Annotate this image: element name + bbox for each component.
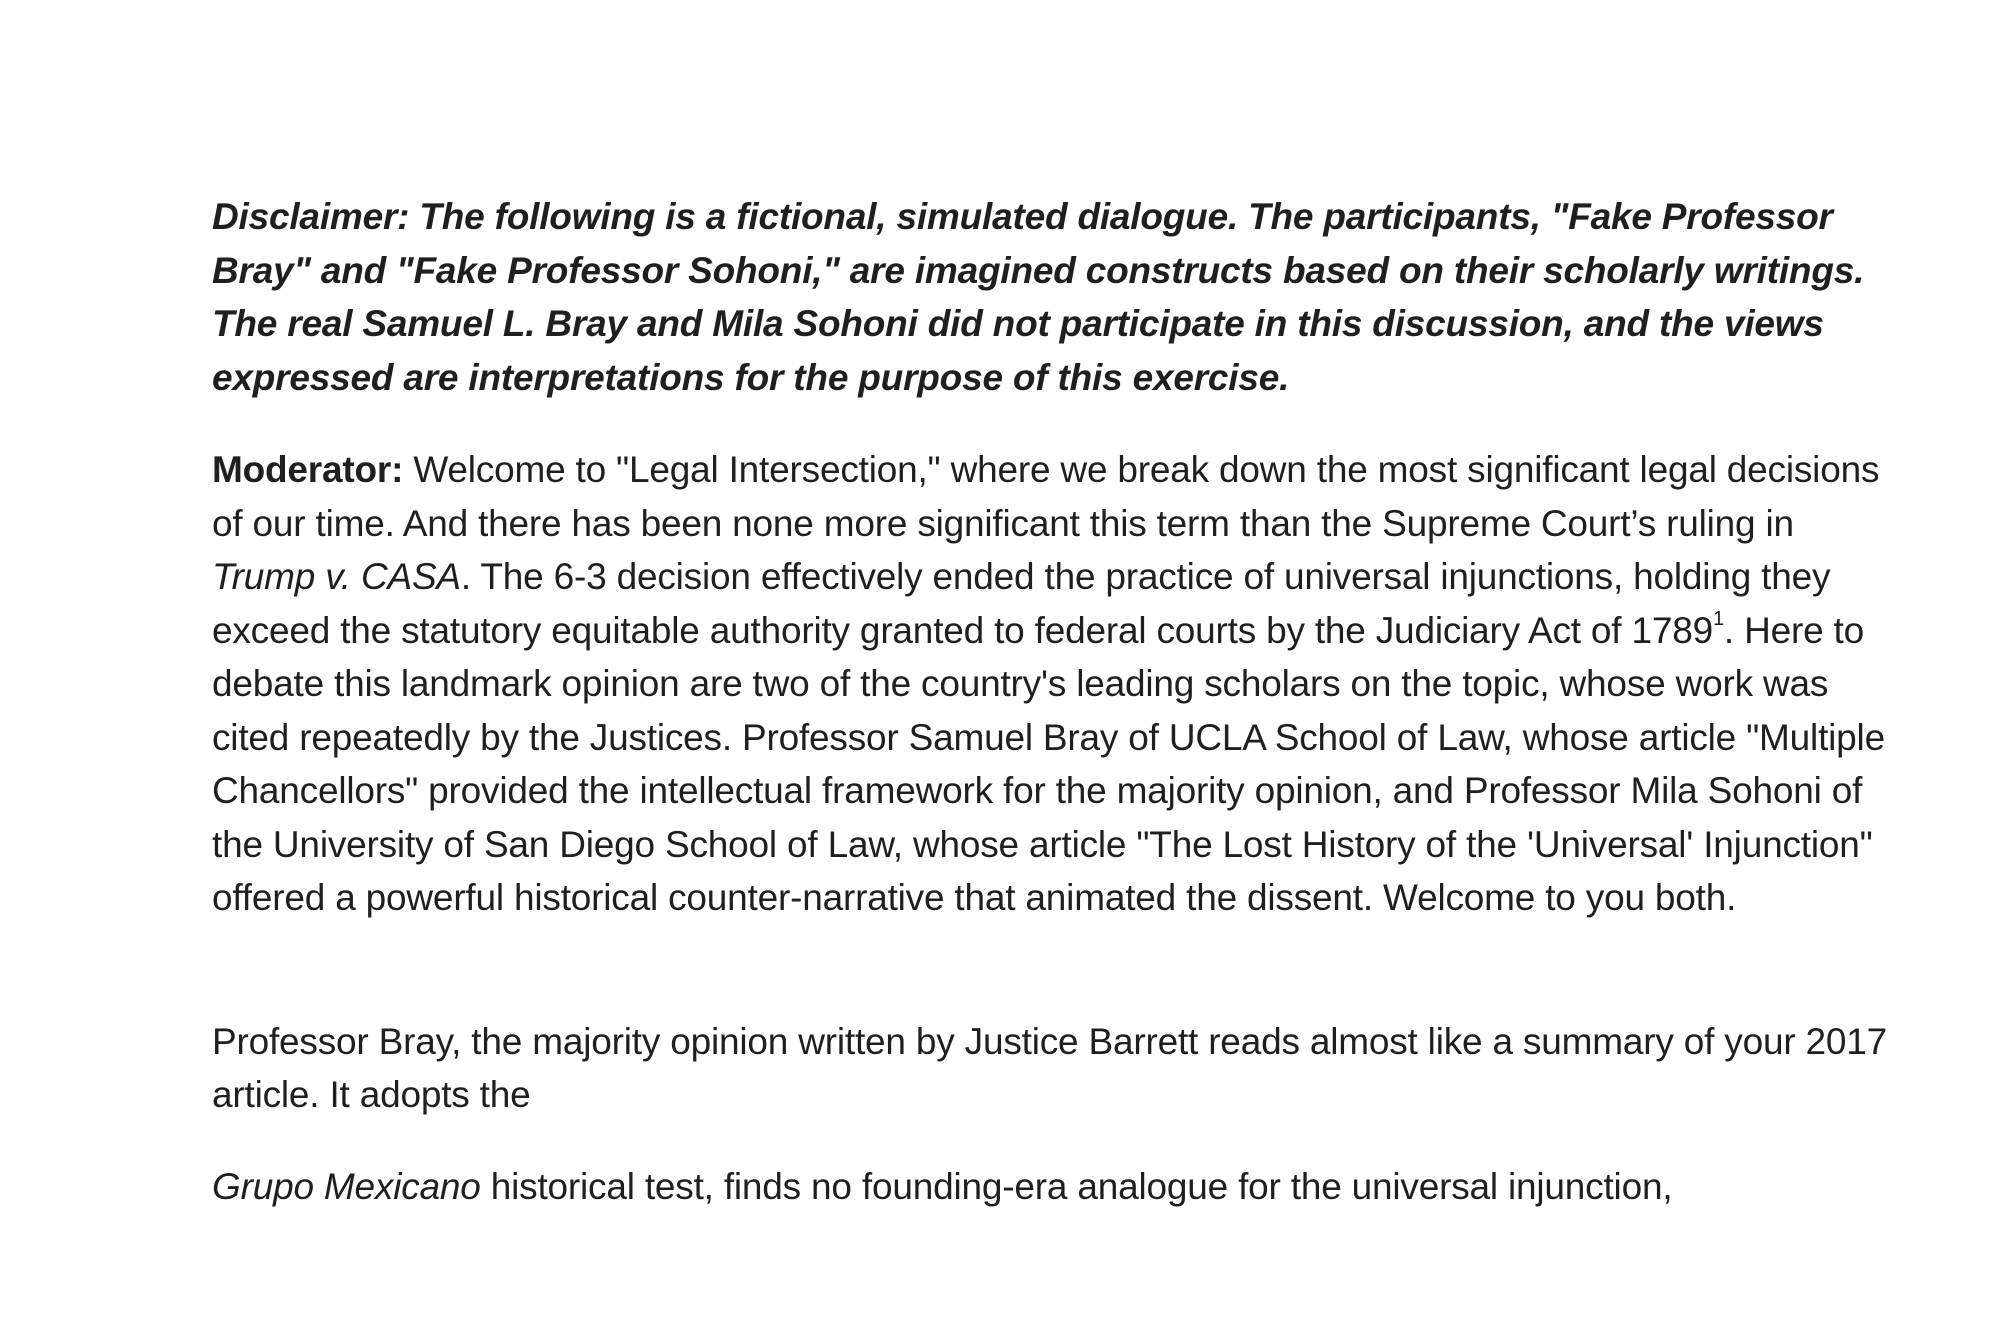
speaker-label-moderator: Moderator:	[212, 449, 404, 490]
moderator-text-3: . Here to debate this landmark opinion are two of the country's leading scholars on the topic, whose work was cited repeatedly by the Justices. Professor Samuel Bray of UCLA School of Law, whose article "Multiple Chancellors" provided the intellectual framework for the majority opinion, and Professor Mila Sohoni of the University of San Diego School of Law, whose article "The Lost History of the 'Universal' Injunction" offered a powerful historical counter-narrative that animated the dissent. Welcome to you both.	[212, 609, 1885, 918]
moderator-text-2: . The 6-3 decision effectively ended the practice of universal injunctions, holding they exceed the statutory equitable authority granted to federal courts by the Judiciary Act of 1789	[212, 556, 1831, 651]
case-name-trump-v-casa: Trump v. CASA	[212, 556, 461, 597]
continuation-text: historical test, finds no founding-era analogue for the universal injunction,	[480, 1165, 1673, 1207]
question-paragraph: Professor Bray, the majority opinion written by Justice Barrett reads almost like a summary of your 2017 article. It adopts the	[212, 1020, 1888, 1115]
footnote-marker[interactable]: 1	[1712, 608, 1724, 631]
disclaimer-paragraph: Disclaimer: The following is a fictional, simulated dialogue. The participants, "Fake Professor Bray" and "Fake Professor Sohoni," are imagined constructs based on their scholarly writings. The real Samuel L. Bray and Mila Sohoni did not participate in this discussion, and the views expressed are interpretations for the purpose of this exercise.	[212, 196, 1865, 398]
continuation-paragraph	[212, 1160, 1902, 1214]
document-page	[212, 190, 1902, 1213]
moderator-text-1: Welcome to "Legal Intersection," where we break down the most significant legal decisions of our time. And there has been none more significant this term than the Supreme Court’s ruling in	[212, 449, 1880, 544]
case-name-grupo-mexicano: Grupo Mexicano	[212, 1165, 481, 1207]
moderator-paragraph	[212, 443, 1902, 925]
